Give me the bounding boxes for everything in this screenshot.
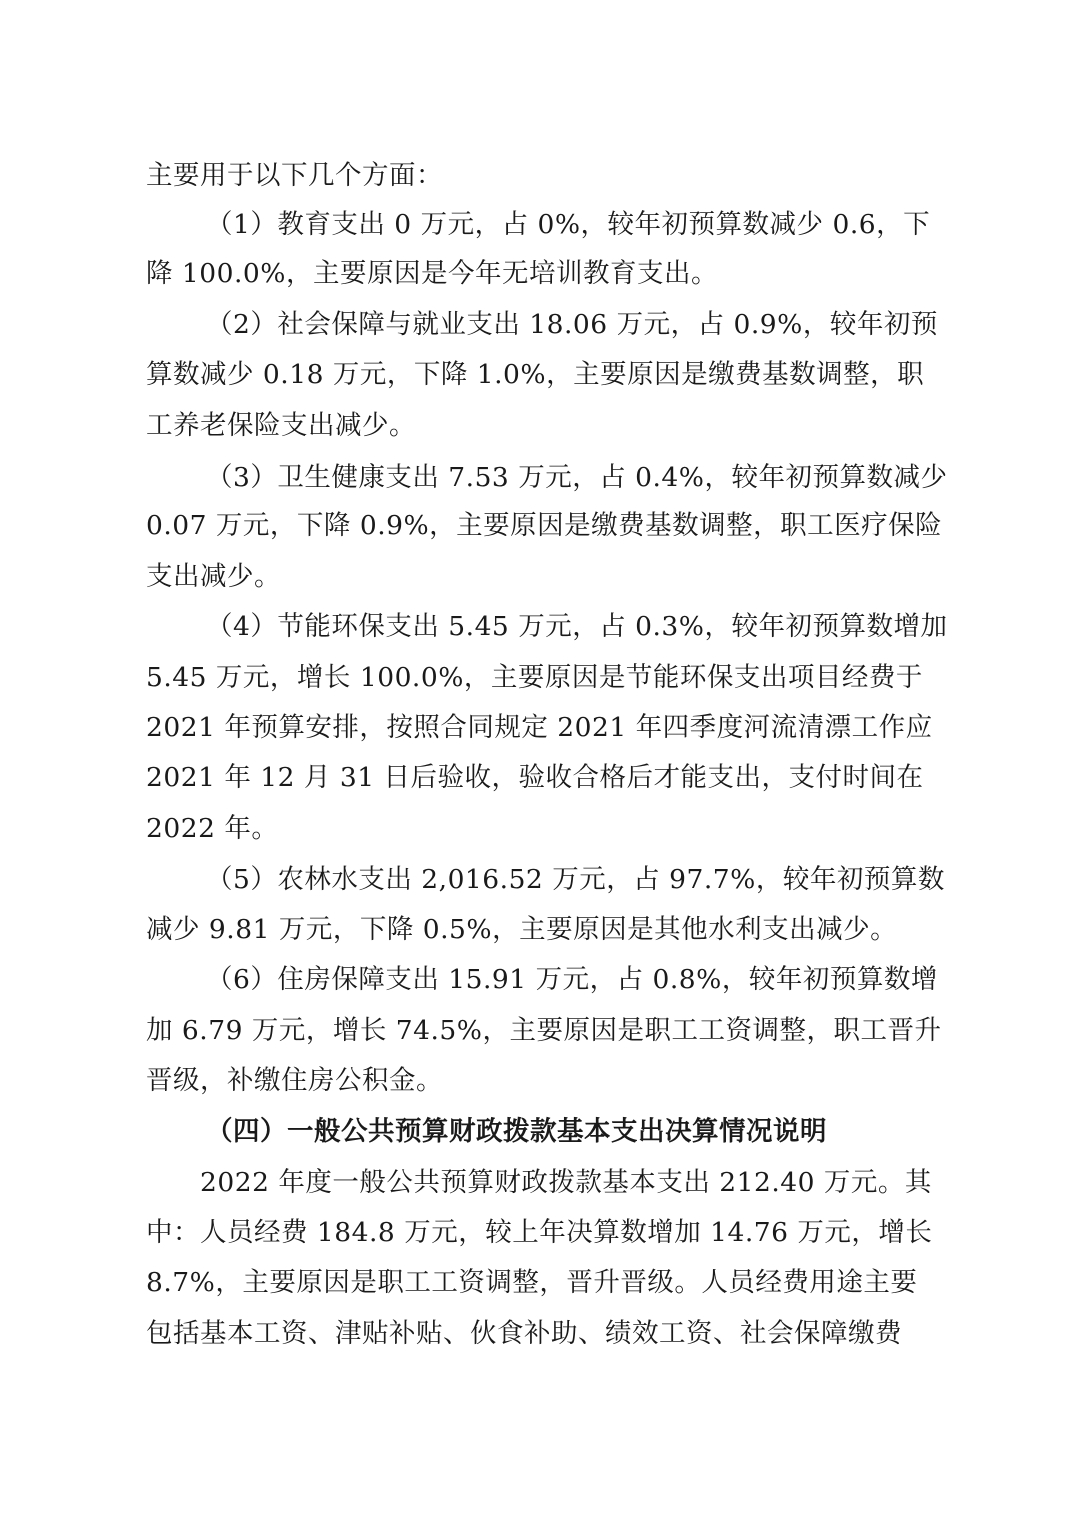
text-line: 2022 年度一般公共预算财政拨款基本支出 212.40 万元。其 — [200, 1167, 932, 1198]
text-line: 算数减少 0.18 万元，下降 1.0%，主要原因是缴费基数调整，职 — [146, 359, 925, 390]
section-heading: （四）一般公共预算财政拨款基本支出决算情况说明 — [206, 1116, 827, 1147]
text-line: （1）教育支出 0 万元，占 0%，较年初预算数减少 0.6，下 — [206, 209, 931, 240]
text-line: （5）农林水支出 2,016.52 万元，占 97.7%，较年初预算数 — [206, 864, 945, 895]
text-line: （3）卫生健康支出 7.53 万元，占 0.4%，较年初预算数减少 — [206, 462, 948, 493]
text-line: 降 100.0%，主要原因是今年无培训教育支出。 — [146, 258, 718, 289]
text-line: 8.7%，主要原因是职工工资调整，晋升晋级。人员经费用途主要 — [146, 1267, 918, 1298]
text-line: 加 6.79 万元，增长 74.5%，主要原因是职工工资调整，职工晋升 — [146, 1015, 942, 1046]
text-line: 晋级，补缴住房公积金。 — [146, 1065, 443, 1096]
text-line: 工养老保险支出减少。 — [146, 410, 416, 441]
text-line: 5.45 万元，增长 100.0%，主要原因是节能环保支出项目经费于 — [146, 662, 923, 693]
text-line: 中：人员经费 184.8 万元，较上年决算数增加 14.76 万元，增长 — [146, 1217, 933, 1248]
text-line: 包括基本工资、津贴补贴、伙食补助、绩效工资、社会保障缴费 — [146, 1318, 902, 1349]
text-line: 支出减少。 — [146, 561, 281, 592]
text-line: （6）住房保障支出 15.91 万元，占 0.8%，较年初预算数增 — [206, 964, 938, 995]
text-line: 2021 年预算安排，按照合同规定 2021 年四季度河流清漂工作应 — [146, 712, 933, 743]
text-line: （2）社会保障与就业支出 18.06 万元，占 0.9%，较年初预 — [206, 309, 938, 340]
text-line: 2022 年。 — [146, 813, 279, 844]
text-line: 主要用于以下几个方面： — [146, 160, 443, 191]
text-line: （4）节能环保支出 5.45 万元，占 0.3%，较年初预算数增加 — [206, 611, 948, 642]
text-line: 2021 年 12 月 31 日后验收，验收合格后才能支出，支付时间在 — [146, 762, 924, 793]
text-line: 0.07 万元，下降 0.9%，主要原因是缴费基数调整，职工医疗保险 — [146, 510, 943, 541]
text-line: 减少 9.81 万元，下降 0.5%，主要原因是其他水利支出减少。 — [146, 914, 898, 945]
